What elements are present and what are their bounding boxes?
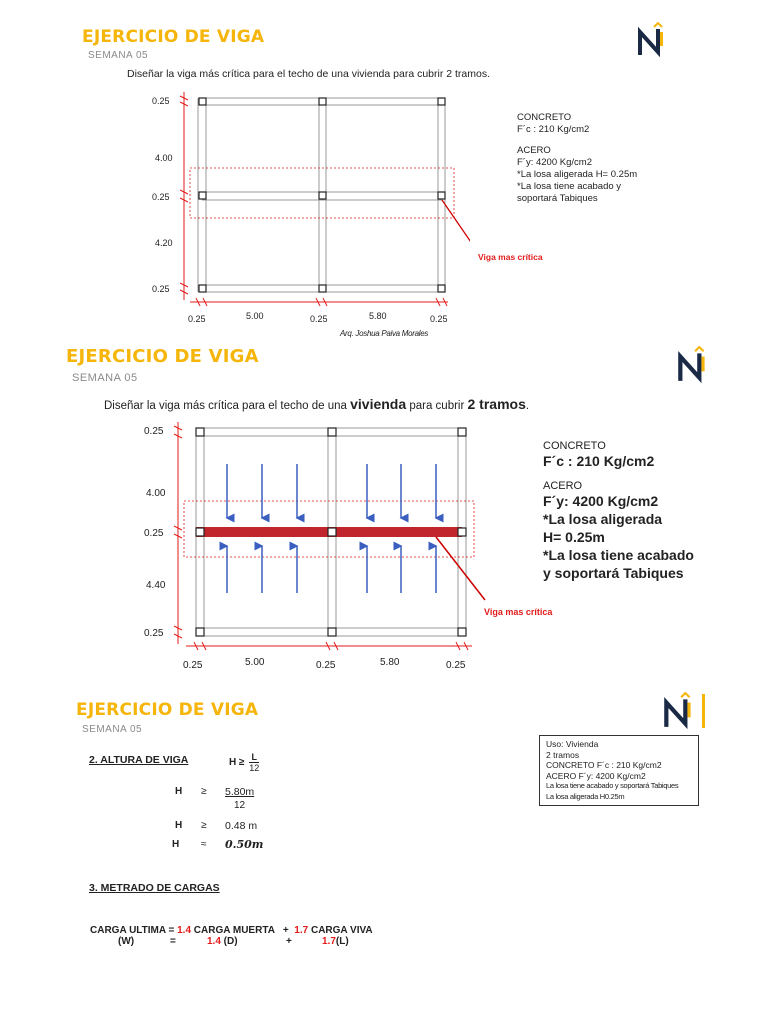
s3-eq2-dead — [207, 936, 238, 947]
s1-dim-bottom-4: 5.80 — [369, 311, 387, 321]
s2-concrete-label: CONCRETO — [543, 440, 606, 452]
s3-row2-op: ≥ — [201, 820, 207, 831]
s2-steel-value: F´y: 4200 Kg/cm2 — [543, 493, 659, 509]
s3-formula — [229, 752, 259, 773]
section3-subtitle: SEMANA 05 — [82, 724, 143, 735]
s3-row3-op: ≈ — [201, 839, 207, 850]
s1-steel-label: ACERO — [517, 145, 551, 156]
s2-note4: y soportará Tabiques — [543, 565, 684, 581]
s3-eq2-f: 1.7 — [322, 936, 336, 947]
s1-dim-left-2: 4.00 — [155, 153, 173, 163]
section3-title: EJERCICIO DE VIGA — [76, 700, 259, 720]
s1-dim-bottom-5: 0.25 — [430, 314, 448, 324]
s3-row3-h: H — [172, 839, 180, 850]
s3-eq2-g: (L) — [335, 936, 349, 947]
s2-critical-label: Viga mas crítica — [484, 607, 553, 617]
section2-plan-drawing — [160, 418, 490, 653]
s3-eq2-c: 1.4 — [207, 936, 221, 947]
s3-info-line-1: Uso: Vivienda — [546, 739, 599, 749]
s1-author: Arq. Joshua Paiva Morales — [340, 329, 429, 338]
s1-dim-left-5: 0.25 — [152, 284, 170, 294]
s3-eq1-c: CARGA MUERTA + — [191, 925, 295, 936]
s3-eq2-plus: + — [286, 936, 292, 947]
s2-dim-bottom-3: 0.25 — [316, 660, 336, 671]
brand-logo — [676, 346, 710, 384]
s2-dim-left-3: 0.25 — [144, 528, 164, 539]
s1-dim-left-4: 4.20 — [155, 238, 173, 248]
s3-row3-val: 0.50m — [225, 838, 264, 851]
s2-statement-c: para cubrir — [406, 400, 468, 412]
s3-row2-h: H — [175, 820, 183, 831]
s3-eq1-b: 1.4 — [177, 925, 192, 936]
s3-info-line-3: CONCRETO F´c : 210 Kg/cm2 — [546, 760, 662, 770]
s3-eq2-d: (D) — [220, 936, 238, 947]
s1-note1: *La losa aligerada H= 0.25m — [517, 169, 638, 180]
s3-info-line-6: La losa aligerada H0.25m — [546, 791, 625, 801]
s1-note2: *La losa tiene acabado y — [517, 181, 622, 192]
s2-note1: *La losa aligerada — [543, 511, 663, 527]
s3-equation-1 — [90, 925, 373, 936]
s3-row1-val: 5.80m — [225, 786, 255, 798]
s2-dim-left-2: 4.00 — [146, 488, 166, 499]
s3-eq1-e: CARGA VIVA — [308, 925, 373, 936]
s3-row1-op: ≥ — [201, 786, 207, 797]
s3-info-box — [539, 735, 699, 806]
s1-specs — [517, 112, 687, 205]
brand-logo — [662, 692, 696, 730]
s3-info-line-4: ACERO F´y: 4200 Kg/cm2 — [546, 770, 646, 781]
s2-note3: *La losa tiene acabado — [543, 547, 694, 563]
s2-statement-b: vivienda — [350, 396, 407, 412]
s3-formula-num: L — [249, 752, 259, 763]
s1-note3: soportará Tabiques — [517, 193, 598, 204]
s1-critical-label: Viga mas crítica — [478, 252, 543, 262]
s3-info-line-5: La losa tiene acabado y soportará Tabiques — [546, 781, 679, 790]
s3-eq1-d: 1.7 — [294, 925, 309, 936]
section1-title: EJERCICIO DE VIGA — [82, 27, 265, 47]
section1-subtitle: SEMANA 05 — [88, 50, 149, 61]
s3-row1-divisor: 12 — [234, 800, 246, 811]
s3-info-line-2: 2 tramos — [546, 749, 580, 760]
s3-eq2-live — [322, 936, 349, 947]
s3-row1-h: H — [175, 786, 183, 797]
s2-statement-d: 2 tramos — [467, 396, 526, 412]
brand-logo — [636, 22, 668, 58]
s3-eq2-w: (W) — [118, 936, 135, 947]
s3-eq1-a: CARGA ULTIMA = — [90, 925, 178, 936]
s1-concrete-label: CONCRETO — [517, 112, 572, 123]
s3-heading-altura: 2. ALTURA DE VIGA — [89, 754, 189, 766]
s2-statement-e: . — [525, 400, 530, 412]
s2-dim-left-5: 0.25 — [144, 628, 164, 639]
s2-dim-bottom-4: 5.80 — [380, 657, 400, 668]
s1-dim-left-3: 0.25 — [152, 192, 170, 202]
s2-specs — [543, 440, 743, 582]
s1-dim-bottom-3: 0.25 — [310, 314, 328, 324]
s2-dim-left-4: 4.40 — [146, 580, 166, 591]
s1-concrete-value: F´c : 210 Kg/cm2 — [517, 124, 590, 135]
s3-row2-val: 0.48 m — [225, 820, 258, 832]
s2-steel-label: ACERO — [543, 480, 583, 492]
s2-dim-bottom-5: 0.25 — [446, 660, 466, 671]
s2-dim-bottom-2: 5.00 — [245, 657, 265, 668]
s2-concrete-value: F´c : 210 Kg/cm2 — [543, 453, 655, 469]
s3-heading-metrado: 3. METRADO DE CARGAS — [89, 882, 220, 894]
s2-dim-bottom-1: 0.25 — [183, 660, 203, 671]
s1-dim-bottom-1: 0.25 — [188, 314, 206, 324]
accent-bar — [702, 694, 705, 728]
section1-statement: Diseñar la viga más crítica para el techo de una vivienda para cubrir 2 tramos. — [127, 68, 491, 80]
section2-statement — [104, 396, 529, 412]
s3-eq2-eq: = — [170, 936, 176, 947]
section2-title: EJERCICIO DE VIGA — [66, 346, 259, 367]
section1-plan-drawing — [140, 88, 470, 343]
s2-statement-a: Diseñar la viga más crítica para el techo de una — [104, 400, 351, 412]
s3-formula-h: H ≥ — [229, 757, 245, 769]
s1-dim-bottom-2: 5.00 — [246, 311, 264, 321]
s2-dim-left-1: 0.25 — [144, 426, 164, 437]
s3-formula-den: 12 — [249, 763, 260, 773]
s1-dim-left-1: 0.25 — [152, 96, 170, 106]
s1-steel-value: F´y: 4200 Kg/cm2 — [517, 157, 592, 168]
s2-note2: H= 0.25m — [543, 529, 605, 545]
section2-subtitle: SEMANA 05 — [72, 372, 138, 384]
